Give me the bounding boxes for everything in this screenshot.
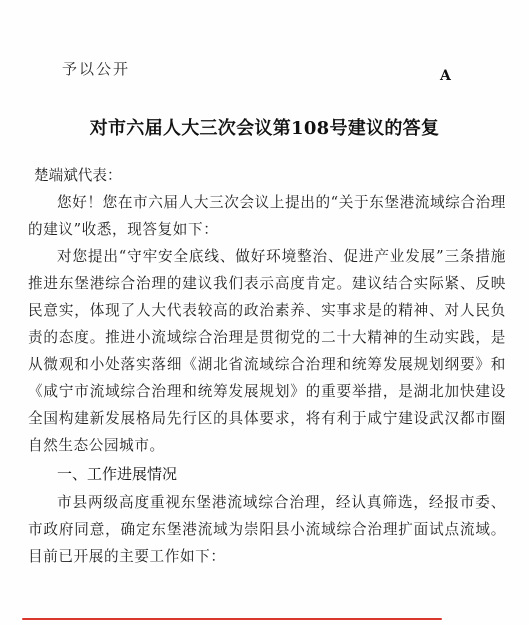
- progress-paragraph: 市县两级高度重视东堡港流域综合治理，经认真筛选，经报市委、市政府同意，确定东堡港流域为崇阳县小流域综合治理扩面试点流域。目前已开展的主要工作如下：: [28, 494, 506, 565]
- salutation: 楚端斌代表：: [34, 167, 122, 184]
- greeting-paragraph: 您好！您在市六届人大三次会议上提出的“关于东堡港流域综合治理的建议”收悉，现答复如下：: [28, 194, 506, 238]
- section-heading: 一、工作进展情况: [57, 465, 178, 483]
- document-body: [28, 162, 506, 570]
- category-mark: A: [440, 68, 451, 84]
- red-divider-line: [22, 618, 442, 620]
- disclosure-label: 予以公开: [62, 60, 131, 78]
- document-title: 对市六届人大三次会议第108号建议的答复: [89, 118, 440, 139]
- response-paragraph: 对您提出“守牢安全底线、做好环境整治、促进产业发展”三条措施推进东堡港综合治理的建议我们表示高度肯定。建议结合实际紧、反映民意实，体现了人大代表较高的政治素养、实事求是的精神、对人民负责的态度。推进小流域综合治理是贯彻党的二十大精神的生动实践，是从微观和小处落实落细《湖北省流域综合治理和统筹发展规划纲要》和《咸宁市流域综合治理和统筹发展规划》的重要举措，是湖北加快建设全国构建新发展格局先行区的具体要求，将有利于咸宁建设武汉都市圈自然生态公园城市。: [28, 248, 506, 454]
